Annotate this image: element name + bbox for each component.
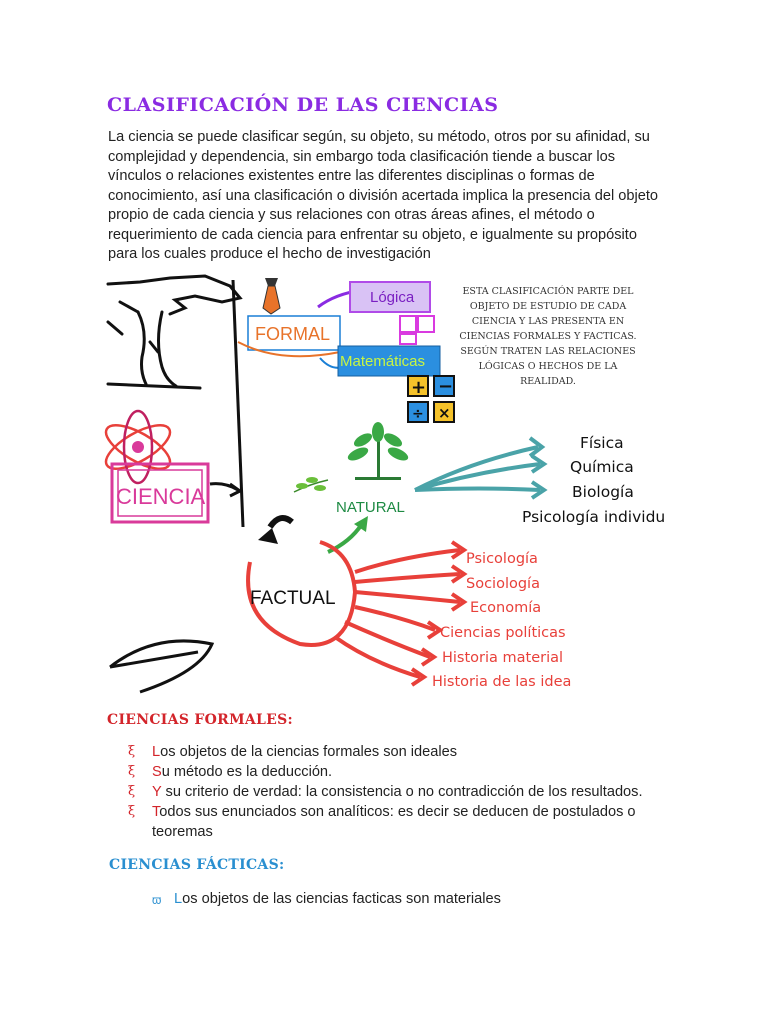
bullet-icon: ξ <box>128 784 136 799</box>
plant-icon <box>346 422 410 480</box>
social-sciences-list <box>432 551 571 690</box>
puzzle-icon <box>400 316 434 344</box>
math-operators-icon <box>408 376 454 422</box>
svg-text:÷: ÷ <box>412 406 424 422</box>
list-item: ϖ Los objetos de las ciencias facticas son materiales <box>152 889 652 909</box>
classification-diagram <box>100 272 700 697</box>
svg-text:Física: Física <box>580 434 624 452</box>
svg-text:REALIDAD.: REALIDAD. <box>520 376 576 387</box>
ciencias-formales-title: CIENCIAS FORMALES: <box>107 712 294 728</box>
list-item: ξ Y su criterio de verdad: la consistencia o no contradicción de los resultados. <box>128 784 643 800</box>
svg-text:Historia material: Historia material <box>442 650 564 666</box>
svg-text:LÓGICAS O HECHOS DE LA: LÓGICAS O HECHOS DE LA <box>478 361 618 372</box>
ciencias-facticas-list <box>152 889 652 909</box>
svg-text:Economía: Economía <box>470 600 542 616</box>
formal-label: FORMAL <box>255 324 331 344</box>
svg-text:CIENCIAS FORMALES Y FACTICAS.: CIENCIAS FORMALES Y FACTICAS. <box>459 331 637 342</box>
intro-paragraph: La ciencia se puede clasificar según, su objeto, su método, otros por su afinidad, su complejidad y dependencia, sin embargo toda clasificación tiende a buscar los vínculos o relaciones existentes entre las diferentes disciplinas o formas de conocimiento, así una clasificación o división acertada implica la presencia del objeto propio de cada ciencia y sus relaciones con otras áreas afines, el método o requerimiento de cada ciencia para enfrentar su objeto, e igualmente su propósito para los cuales produce el hecho de investigación <box>108 129 659 262</box>
bullet-icon: ξ <box>128 804 136 819</box>
svg-text:+: + <box>411 377 427 398</box>
svg-text:OBJETO DE ESTUDIO DE CADA: OBJETO DE ESTUDIO DE CADA <box>469 301 627 312</box>
list-item: ξ Todos sus enunciados son analíticos: es decir se deducen de postulados o teoremas <box>128 804 636 840</box>
svg-text:−: − <box>438 376 454 397</box>
svg-text:Psicología individu: Psicología individu <box>522 508 666 526</box>
natural-label: NATURAL <box>336 499 405 516</box>
svg-text:SEGÚN TRATEN LAS RELACIONES: SEGÚN TRATEN LAS RELACIONES <box>460 346 636 357</box>
svg-text:Psicología: Psicología <box>466 551 538 567</box>
ciencias-facticas-title: CIENCIAS FÁCTICAS: <box>109 857 285 873</box>
bullet-icon: ξ <box>128 764 136 779</box>
classification-note <box>459 285 636 387</box>
svg-text:CIENCIA Y LAS PRESENTA EN: CIENCIA Y LAS PRESENTA EN <box>471 316 625 327</box>
list-item: ξ Su método es la deducción. <box>128 764 333 780</box>
leaf-sketch <box>110 641 212 692</box>
bullet-icon: ϖ <box>152 893 162 907</box>
svg-text:Historia de las idea: Historia de las idea <box>432 674 572 690</box>
tree-sketch <box>108 276 240 388</box>
logica-label: Lógica <box>370 289 415 306</box>
matematicas-label: Matemáticas <box>340 353 426 370</box>
svg-text:Ciencias políticas: Ciencias políticas <box>440 625 566 641</box>
bullet-icon: ξ <box>128 744 136 759</box>
svg-text:Química: Química <box>570 458 634 476</box>
natural-arrows <box>415 438 544 498</box>
tie-icon <box>263 278 280 314</box>
factual-label: FACTUAL <box>250 588 336 609</box>
svg-text:Biología: Biología <box>572 483 634 501</box>
ciencia-label: CIENCIA <box>116 484 206 509</box>
page-title: CLASIFICACIÓN DE LAS CIENCIAS <box>107 94 499 116</box>
svg-text:×: × <box>438 404 451 422</box>
list-item: ξ Los objetos de la ciencias formales son ideales <box>128 744 458 760</box>
leaf-branch-icon <box>294 477 328 492</box>
svg-text:ESTA CLASIFICACIÓN PARTE DEL: ESTA CLASIFICACIÓN PARTE DEL <box>462 286 634 297</box>
svg-text:Sociología: Sociología <box>466 576 540 592</box>
ciencias-formales-list <box>128 742 688 842</box>
